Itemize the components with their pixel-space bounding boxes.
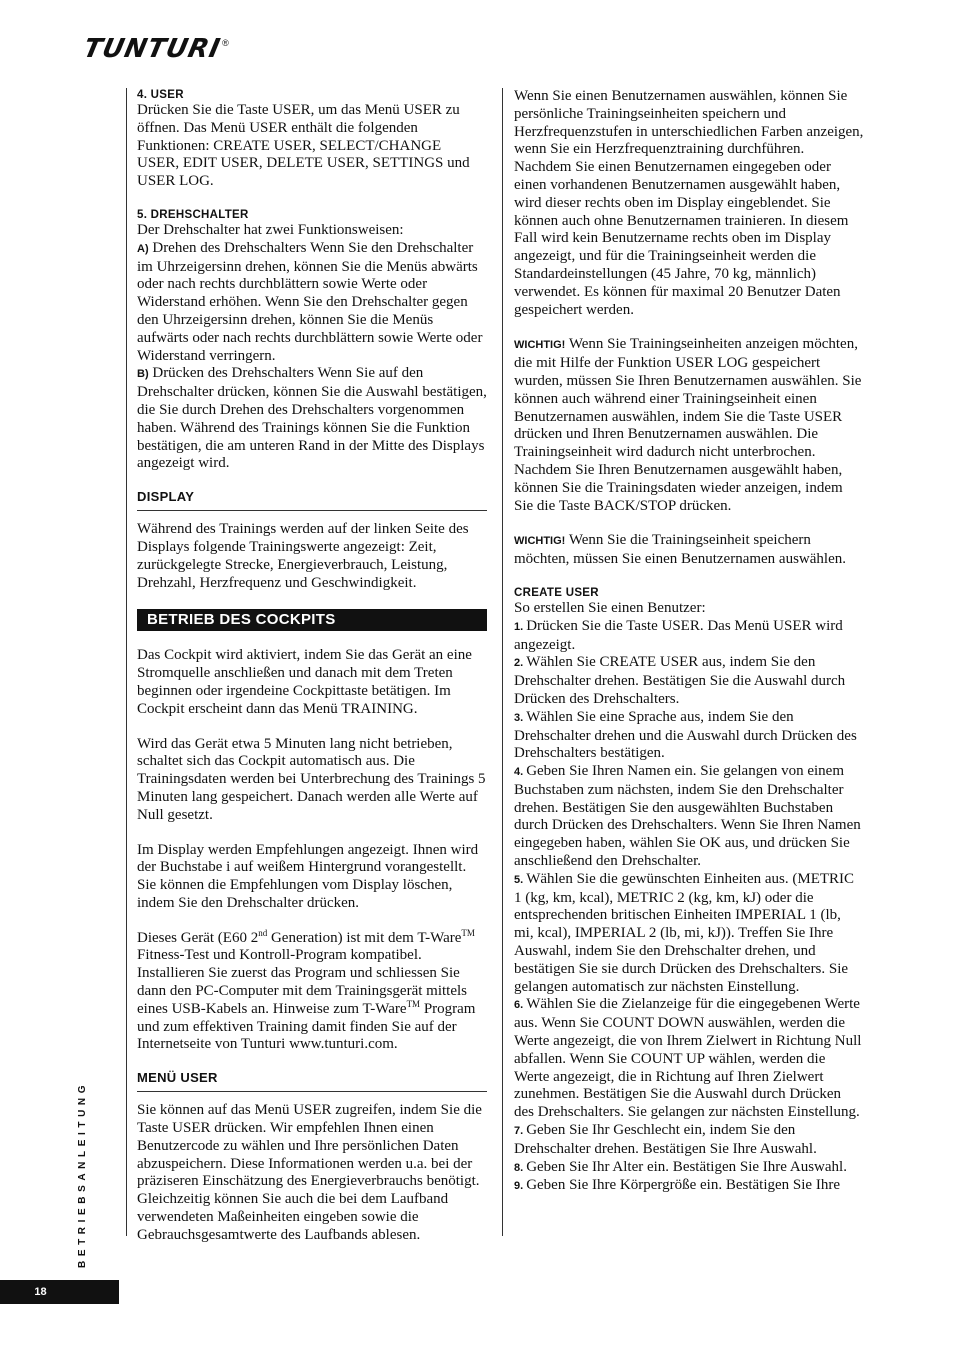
side-label-betriebsanleitung: BETRIEBSANLEITUNG xyxy=(77,1080,88,1268)
step-text: Wählen Sie die Zielanzeige für die eingegebenen Werte aus. Wenn Sie COUNT DOWN auswählen, werden die Werte angezeigt, die von Ihrem Zielwert in Richtung Null abfallen. Wenn Sie COUNT UP wählen, werden die Werte angezeigt, die in Richtung auf Ihren Zielwert zunehmen. Bestätigen Sie die Auswahl durch Drücken des Drehschalters. Sie gelangen zur nächsten Einstellung. xyxy=(514,996,862,1121)
section-bar-betrieb: BETRIEB DES COCKPITS xyxy=(137,609,487,631)
step-number: 5. xyxy=(514,873,524,886)
left-column xyxy=(137,88,487,1245)
wichtig-label: WICHTIG! xyxy=(514,535,566,548)
step-text: Drücken Sie die Taste USER. Das Menü USER wird angezeigt. xyxy=(514,617,843,653)
step-text: Wählen Sie eine Sprache aus, indem Sie den Drehschalter drehen und die Auswahl durch Drücken des Drehschalters bestätigen. xyxy=(514,708,857,762)
step-number: 6. xyxy=(514,999,524,1012)
drehschalter-intro: Der Drehschalter hat zwei Funktionsweisen: xyxy=(137,221,404,238)
registered-mark: ® xyxy=(222,38,229,48)
step-item xyxy=(514,709,864,763)
tware-text-2: Generation) ist mit dem T-Ware xyxy=(267,929,462,946)
user-paragraph: Drücken Sie die Taste USER, um das Menü USER zu öffnen. Das Menü USER enthält die folgenden Funktionen: CREATE USER, SELECT/CHANGE USER, EDIT USER, DELETE USER, SETTINGS und USER LOG. xyxy=(137,102,470,190)
page-number-text: 18 xyxy=(34,1286,47,1298)
tware-text-4: Program und zum effektiven Training damit finden Sie auf der Internetseite von Tunturi www.tunturi.com. xyxy=(137,1000,476,1053)
brand-logo xyxy=(80,34,229,64)
page-number xyxy=(0,1280,119,1304)
display-paragraph: Während des Trainings werden auf der linken Seite des Displays folgende Trainingswerte angezeigt: Zeit, zurückgelegte Strecke, Energieverbrauch, Leistung, Drehzahl, Herzfrequenz und Geschwindigkeit. xyxy=(137,521,469,591)
tware-text-1: Dieses Gerät (E60 2 xyxy=(137,929,259,946)
step-number: 1. xyxy=(514,620,524,633)
tware-paragraph xyxy=(137,927,487,1055)
step-number: 3. xyxy=(514,711,524,724)
betrieb-paragraph-2: Wird das Gerät etwa 5 Minuten lang nicht betrieben, schaltet sich das Cockpit automatisch aus. Die Trainingsdaten werden bei Unterbrechung des Trainings 5 Minuten lang gespeichert. Danach werden alle Werte auf Null gesetzt. xyxy=(137,735,486,823)
item-label: B) xyxy=(137,368,149,381)
superscript-nd: nd xyxy=(258,927,268,938)
section-heading-create-user: CREATE USER xyxy=(514,586,599,599)
step-text: Geben Sie Ihre Körpergröße ein. Bestätigen Sie Ihre xyxy=(526,1177,840,1194)
step-text: Wählen Sie CREATE USER aus, indem Sie den Drehschalter drehen. Bestätigen Sie die Auswahl durch Drücken des Drehschalters. xyxy=(514,654,846,707)
step-number: 7. xyxy=(514,1125,524,1138)
item-text: Drehen des Drehschalters Wenn Sie den Drehschalter im Uhrzeigersinn drehen, können Sie die Menüs abwärts oder nach rechts durchblättern sowie Werte oder Widerstand erhöhen. Wenn Sie den Drehschalter gegen den Uhrzeigersinn drehen, können Sie die Menüs aufwärts oder nach rechts durchblättern sowie Werte oder Widerstand verringern. xyxy=(137,239,483,364)
step-item xyxy=(514,871,864,997)
wichtig-text: Wenn Sie die Trainingseinheit speichern möchten, müssen Sie einen Benutzernamen auswählen. xyxy=(514,532,846,568)
trademark-sup-2: TM xyxy=(406,998,421,1009)
step-number: 9. xyxy=(514,1180,524,1193)
step-item xyxy=(514,618,864,655)
drehschalter-item-b xyxy=(137,365,487,473)
section-heading-user: 4. USER xyxy=(137,89,184,101)
trademark-sup: TM xyxy=(461,927,475,938)
wichtig-text: Wenn Sie Trainingseinheiten anzeigen möchten, die mit Hilfe der Funktion USER LOG gespeichert wurden, müssen Sie Ihren Benutzernamen auswählen. Sie können auch während einer Trainingseinheit einen Benutzernamen auswählen, indem Sie die Taste USER drücken und Ihren Benutzernamen auswählen. Die Trainingseinheit wird dadurch nicht unterbrochen. Nachdem Sie Ihren Benutzernamen ausgewählt haben, können Sie die Trainingsdaten wieder anzeigen, indem Sie die Taste BACK/STOP drücken. xyxy=(514,336,862,514)
wichtig-note-1 xyxy=(514,336,864,515)
betrieb-paragraph-3: Im Display werden Empfehlungen angezeigt. Ihnen wird der Buchstabe i auf weißem Hintergrund vorangestellt. Sie können die Empfehlungen vom Display löschen, indem Sie den Drehschalter drücken. xyxy=(137,841,479,911)
right-column xyxy=(514,88,864,1196)
item-label: A) xyxy=(137,242,149,255)
step-text: Geben Sie Ihren Namen ein. Sie gelangen von einem Buchstaben zum nächsten, indem Sie den Drehschalter drehen. Bestätigen Sie den ausgewählten Buchstaben durch Drücken des Drehschalters. Wenn Sie Ihren Namen eingegeben haben, wählen Sie OK aus, und drücken Sie anschließend den Drehschalter. xyxy=(514,763,861,870)
tware-text-3: Fitness-Test und Kontroll-Program kompatibel. Installieren Sie zuerst das Program und schliessen Sie dann den PC-Computer mit dem Trainingsgerät mittels eines USB-Kabels an. Hinweise zum T-Ware xyxy=(137,947,467,1017)
step-text: Wählen Sie die gewünschten Einheiten aus. (METRIC 1 (kg, km, kcal), METRIC 2 (kg, km, kJ) oder die entsprechenden britischen Einheiten IMPERIAL 1 (lb, mi, kcal), IMPERIAL 2 (lb, mi, kJ)). Treffen Sie Ihre Auswahl, indem Sie den Drehschalter drehen, und bestätigen Sie sie durch Drücken des Drehschalters. Sie gelangen automatisch zur nächsten Einstellung. xyxy=(514,870,855,995)
section-heading-menu-user: MENÜ USER xyxy=(137,1071,487,1092)
section-heading-display: DISPLAY xyxy=(137,490,487,511)
step-item xyxy=(514,1159,864,1178)
right-column-rule xyxy=(502,88,503,1236)
step-item xyxy=(514,1177,864,1196)
brand-wordmark: TUNTURI xyxy=(80,34,224,64)
section-heading-drehschalter: 5. DREHSCHALTER xyxy=(137,208,249,221)
betrieb-paragraph-1: Das Cockpit wird aktiviert, indem Sie das Gerät an eine Stromquelle anschließen und danach mit dem Treten beginnen oder irgendeine Cockpittaste betätigen. Im Cockpit erscheint dann das Menü TRAINING. xyxy=(137,647,472,717)
step-item xyxy=(514,996,864,1122)
step-item xyxy=(514,654,864,708)
step-number: 4. xyxy=(514,766,524,779)
left-column-rule xyxy=(126,88,127,1236)
item-text: Drücken des Drehschalters Wenn Sie auf den Drehschalter drücken, können Sie die Auswahl bestätigen, die Sie durch Drehen des Drehschalters vorgenommen haben. Während des Trainings können Sie die Funktion bestätigen, die am unteren Rand in der Mitte des Displays angezeigt wird. xyxy=(137,365,487,472)
menu-user-paragraph: Sie können auf das Menü USER zugreifen, indem Sie die Taste USER drücken. Wir empfehlen Ihnen einen Benutzercode zu wählen und Ihre persönlichen Daten abzuspeichern. Diese Informationen werden u.a. bei der präziseren Einschätzung des Energieverbrauchs benötigt. Gleichzeitig können Sie auch die bei dem Laufband verwendeten Maßeinheiten eingeben sowie die Gebrauchsgesamtwerte des Laufbands ablesen. xyxy=(137,1102,482,1243)
step-item xyxy=(514,1122,864,1159)
step-text: Geben Sie Ihr Geschlecht ein, indem Sie den Drehschalter drehen. Bestätigen Sie Ihre Auswahl. xyxy=(514,1122,817,1157)
wichtig-note-2 xyxy=(514,532,864,569)
step-text: Geben Sie Ihr Alter ein. Bestätigen Sie Ihre Auswahl. xyxy=(526,1158,847,1175)
step-item xyxy=(514,763,864,871)
create-user-intro: So erstellen Sie einen Benutzer: xyxy=(514,599,706,616)
wichtig-label: WICHTIG! xyxy=(514,339,566,352)
step-number: 8. xyxy=(514,1161,524,1174)
create-user-steps xyxy=(514,618,864,1197)
step-number: 2. xyxy=(514,657,524,670)
drehschalter-item-a xyxy=(137,240,487,366)
benutzername-paragraph: Wenn Sie einen Benutzernamen auswählen, können Sie persönliche Trainingseinheiten speichern und Herzfrequenzstufen in unterschiedlichen Farben anzeigen, wenn Sie ein Herzfrequenztraining durchführen. Nachdem Sie einen Benutzernamen eingegeben oder einen vorhandenen Benutzernamen ausgewählt haben, wird dieser rechts oben im Display eingeblendet. Sie können auch ohne Benutzernamen trainieren. In diesem Fall wird kein Benutzername rechts oben im Display angezeigt, und für die Trainingseinheit werden die Standardeinstellungen (45 Jahre, 70 kg, männlich) verwendet. Es können für maximal 20 Benutzer Daten gespeichert werden. xyxy=(514,88,864,318)
